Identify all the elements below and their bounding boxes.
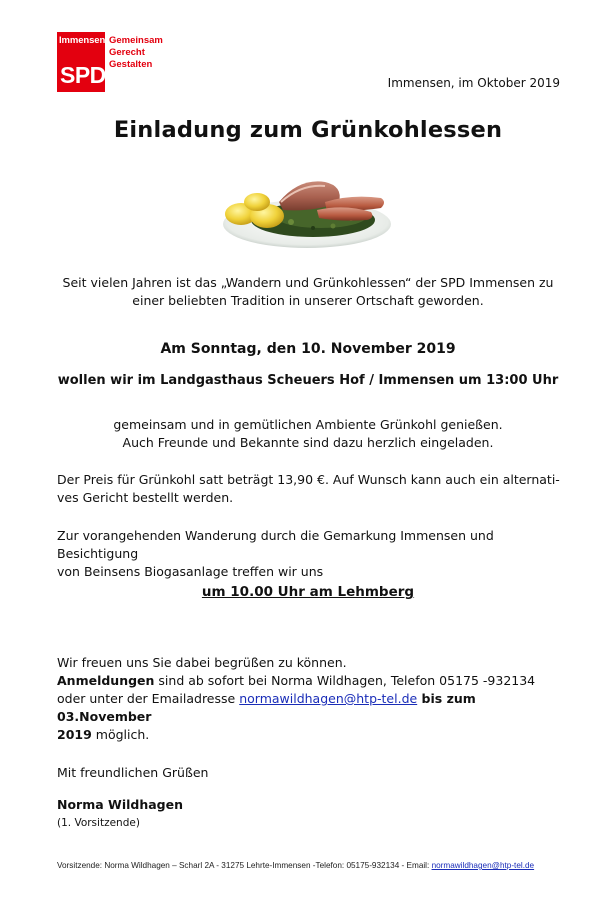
price-line: Der Preis für Grünkohl satt beträgt 13,90 €. Auf Wunsch kann auch ein alternati-: [57, 472, 560, 487]
deadline-line: [57, 726, 567, 744]
intro-line: einer beliebten Tradition in unserer Ortschaft geworden.: [132, 293, 484, 308]
date-line: Immensen, im Oktober 2019: [387, 76, 560, 90]
logo-party: SPD: [60, 62, 106, 88]
intro-line: Seit vielen Jahren ist das „Wandern und Grünkohlessen“ der SPD Immensen zu: [62, 275, 554, 290]
registration-line: [57, 672, 567, 690]
together-line: Auch Freunde und Bekannte sind dazu herzlich eingeladen.: [122, 435, 494, 450]
dish-image: [221, 172, 393, 250]
email-prefix: oder unter der Emailadresse: [57, 691, 240, 706]
deadline-bold: bis zum 03.November: [57, 691, 476, 724]
price-line: ves Gericht bestellt werden.: [57, 490, 234, 505]
footer-text: Vorsitzende: Norma Wildhagen – Scharl 2A - 31275 Lehrte-Immensen -Telefon: 05175-932134 - Email:: [57, 861, 432, 870]
deadline-year: 2019: [57, 727, 92, 742]
hike-paragraph: [57, 527, 567, 581]
hike-line: von Beinsens Biogasanlage treffen wir uns: [57, 564, 324, 579]
footer: [57, 861, 534, 870]
price-paragraph: [57, 471, 567, 507]
slogan-line: Gemeinsam: [109, 35, 163, 46]
event-date: Am Sonntag, den 10. November 2019: [160, 341, 456, 357]
slogan-line: Gestalten: [109, 59, 153, 70]
registration-text: sind ab sofort bei Norma Wildhagen, Telefon 05175 -932134: [154, 673, 536, 688]
signer-role: (1. Vorsitzende): [57, 817, 140, 829]
hike-line: Zur vorangehenden Wanderung durch die Gemarkung Immensen und Besichtigung: [57, 528, 494, 561]
page-title: Einladung zum Grünkohlessen: [113, 117, 503, 143]
registration-label: Anmeldungen: [57, 673, 155, 688]
footer-email-link[interactable]: normawildhagen@htp-tel.de: [431, 861, 535, 870]
spd-logo: [57, 32, 165, 92]
event-place: wollen wir im Landgasthaus Scheuers Hof / Immensen um 13:00 Uhr: [57, 373, 559, 388]
signer-name: Norma Wildhagen: [57, 797, 183, 812]
together-paragraph: [0, 416, 616, 452]
greeting: Mit freundlichen Grüßen: [57, 765, 209, 780]
intro-paragraph: [0, 274, 616, 310]
logo-town: Immensen: [59, 35, 106, 46]
deadline-tail: möglich.: [91, 727, 150, 742]
together-line: gemeinsam und in gemütlichen Ambiente Grünkohl genießen.: [113, 417, 503, 432]
welcome-line: Wir freuen uns Sie dabei begrüßen zu können.: [57, 655, 347, 670]
logo-slogan: [109, 35, 163, 71]
meeting-point: um 10.00 Uhr am Lehmberg: [201, 584, 415, 600]
slogan-line: Gerecht: [109, 47, 145, 58]
email-line: [57, 690, 567, 726]
closing-paragraph: [57, 654, 567, 744]
email-link[interactable]: normawildhagen@htp-tel.de: [239, 691, 418, 706]
